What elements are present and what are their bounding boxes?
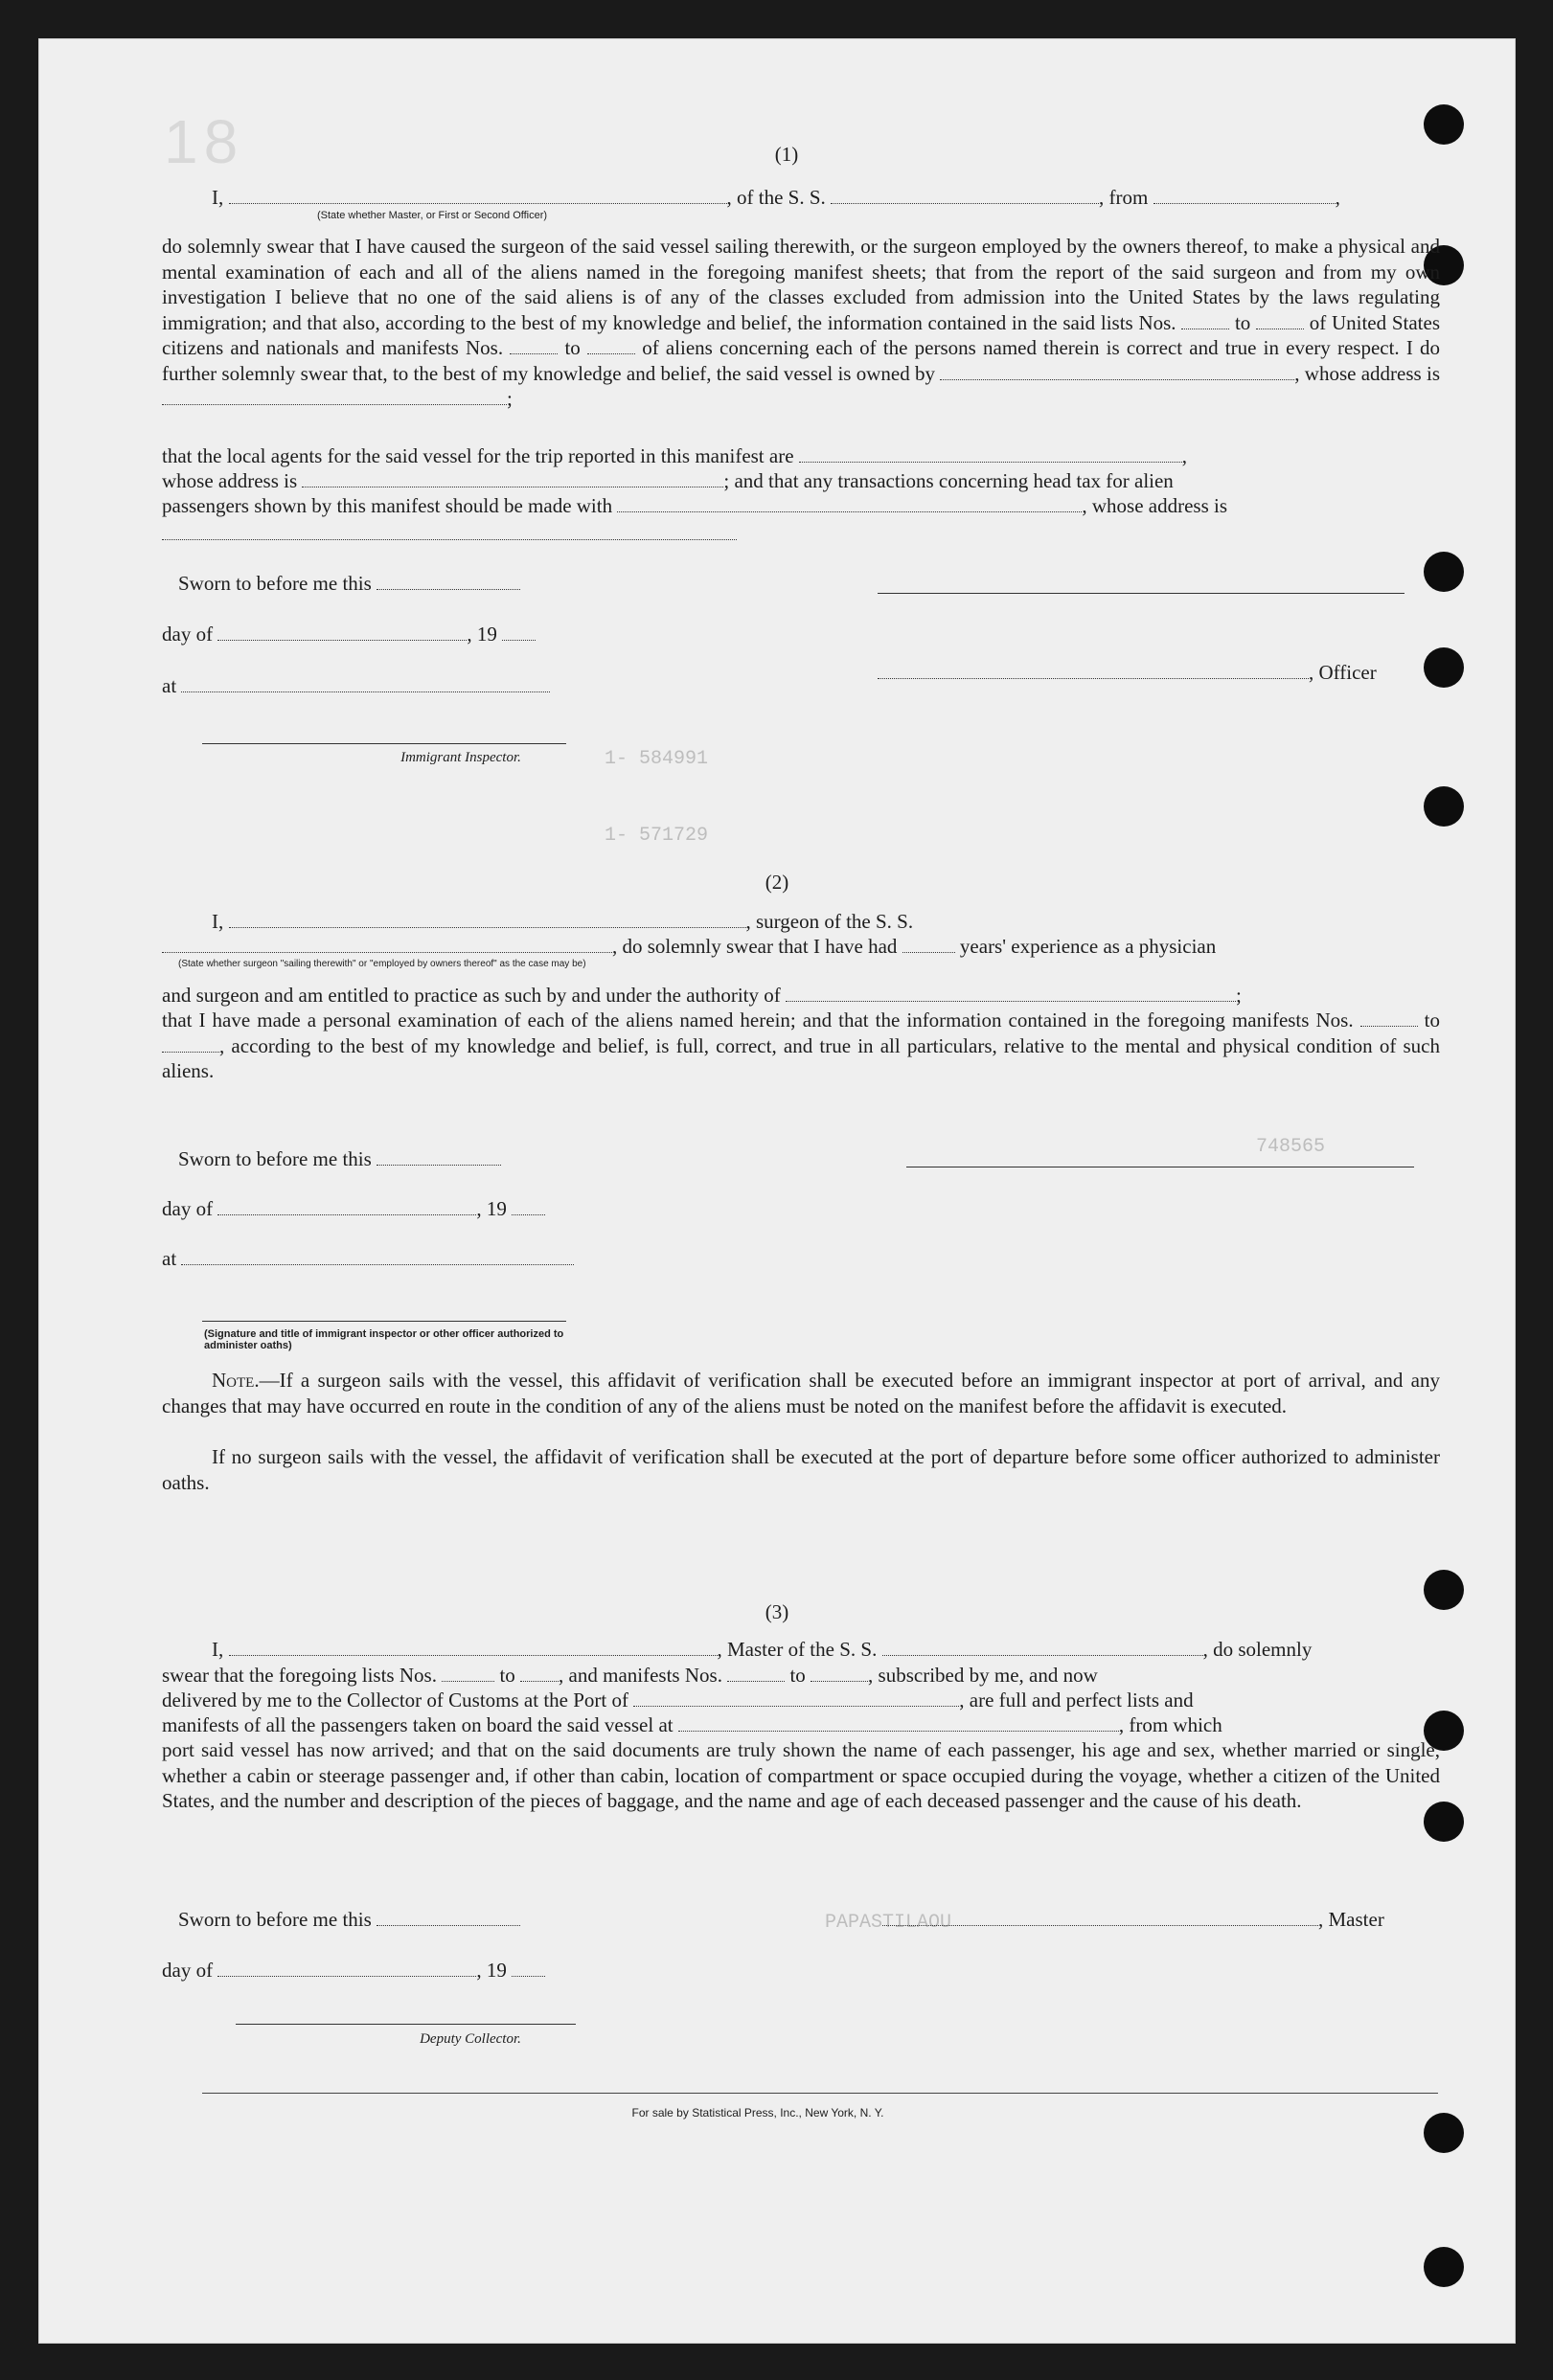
authority-field[interactable] [786, 984, 1236, 1002]
day-of-line-2 [162, 1196, 545, 1221]
section-2-text-b: that I have made a personal examination of each of the aliens named herein; and that the information contained in the foregoing manifests Nos. [162, 1009, 1354, 1031]
label-i: I, [212, 910, 224, 933]
passengers-text: passengers shown by this manifest should be made with [162, 494, 613, 517]
label-to: to [564, 336, 581, 359]
bleed-through-mark: 748565 [1256, 1136, 1326, 1158]
master-manifests-from-field[interactable] [727, 1664, 785, 1682]
note-text-1: —If a surgeon sails with the vessel, this affidavit of verification shall be executed before an immigrant inspector at port of arrival, and any changes that may have occurred en route in the condition of any of the aliens must be noted on the manifest before the affidavit is executed. [162, 1369, 1440, 1417]
bleed-through-mark: PAPASTILAOU [825, 1912, 952, 1934]
lists-to-field[interactable] [1256, 311, 1304, 329]
sworn-text: Sworn to before me this [178, 1908, 372, 1931]
section-3-line-4 [162, 1712, 1222, 1737]
officer-signature-field[interactable] [878, 661, 1309, 679]
section-1-text-a: do solemnly swear that I have caused the surgeon of the said vessel sailing therewith, or the surgeon employed by the owners thereof, to make a physical and mental examination of each and all of the aliens named in the foregoing manifest sheets; that from the report of the said surgeon and from my own investigation I believe that no one of the said aliens is of any of the classes excluded from admission into the United States by the laws regulating immigration; and that also, according to the best of my knowledge and belief, the information contained in the said lists Nos. [162, 235, 1440, 334]
agents-address-field[interactable] [302, 469, 723, 487]
binder-hole-6 [1424, 1570, 1464, 1610]
lists-text: swear that the foregoing lists Nos. [162, 1664, 437, 1687]
from-port-field[interactable] [1153, 186, 1336, 204]
month-field-3[interactable] [217, 1959, 476, 1977]
sworn-text: Sworn to before me this [178, 1147, 372, 1170]
from-which-text: , from which [1118, 1713, 1222, 1736]
label-to: to [789, 1664, 806, 1687]
manifests-from-field[interactable] [510, 336, 558, 354]
label-whose-address: , whose address is [1294, 361, 1440, 385]
bleed-through-mark: 1- 571729 [605, 825, 709, 847]
year-field[interactable] [502, 623, 536, 641]
label-comma: , [1335, 186, 1340, 209]
label-to: to [1234, 310, 1251, 334]
officer-label: , Officer [1309, 661, 1377, 684]
years-text: years' experience as a physician [959, 935, 1217, 958]
day-of-text: day of [162, 623, 214, 646]
sworn-day-field-3[interactable] [377, 1908, 520, 1926]
label-comma: , [1181, 444, 1188, 467]
year-text: , 19 [467, 623, 497, 646]
master-lists-from-field[interactable] [442, 1664, 494, 1682]
section-1-text-c: of aliens concerning each of the persons named therein is correct and true in every respect. I do further solemnly swear that, to the best of my knowledge and belief, the said vessel is owned by [162, 336, 1441, 385]
authority-line [162, 983, 1242, 1008]
perfect-lists-text: , are full and perfect lists and [959, 1689, 1194, 1711]
binder-hole-1 [1424, 104, 1464, 145]
binder-hole-4 [1424, 647, 1464, 688]
oath-officer-signature-line[interactable] [202, 1321, 566, 1322]
inspector-signature-line[interactable] [202, 743, 566, 744]
section-3-line-3 [162, 1688, 1194, 1712]
subscribed-text: , subscribed by me, and now [868, 1664, 1098, 1687]
day-of-line-1 [162, 622, 536, 646]
lists-from-field[interactable] [1181, 311, 1229, 329]
manifests-to-field[interactable] [587, 336, 635, 354]
passengers-line [162, 493, 1227, 518]
section-1-body [162, 234, 1440, 412]
label-i: I, [212, 1638, 224, 1661]
years-experience-field[interactable] [902, 935, 955, 953]
signature-line-1[interactable] [878, 593, 1405, 594]
label-of-ss: , of the S. S. [726, 186, 826, 209]
footer-rule [202, 2093, 1438, 2094]
place-field-2[interactable] [181, 1247, 574, 1265]
sworn-text: Sworn to before me this [178, 572, 372, 595]
boarding-port-field[interactable] [678, 1713, 1119, 1732]
binder-hole-3 [1424, 552, 1464, 592]
label-i: I, [212, 186, 224, 209]
swear-text: , do solemnly swear that I have had [612, 935, 898, 958]
label-to: to [1424, 1009, 1441, 1031]
day-of-line-3 [162, 1958, 545, 1983]
officer-title-field[interactable] [229, 186, 727, 204]
section-2-text-c: , according to the best of my knowledge and belief, is full, correct, and true in all particulars, relative to the mental and physical condition of such aliens. [162, 1033, 1440, 1082]
label-to: to [499, 1664, 515, 1687]
section-1-number: (1) [774, 143, 799, 166]
port-field[interactable] [633, 1689, 959, 1707]
note-paragraph-1 [162, 1368, 1440, 1418]
agents-text: that the local agents for the said vessel for the trip reported in this manifest are [162, 444, 794, 467]
day-of-text: day of [162, 1959, 214, 1982]
sworn-day-field[interactable] [377, 572, 520, 590]
label-surgeon-of-ss: , surgeon of the S. S. [745, 910, 914, 933]
note-label: Note. [212, 1369, 260, 1392]
master-signature-field[interactable] [882, 1908, 1318, 1926]
place-field[interactable] [181, 674, 550, 692]
collector-signature-line[interactable] [236, 2024, 576, 2025]
sworn-line-1 [178, 571, 520, 596]
printer-imprint: For sale by Statistical Press, Inc., New York, N. Y. [631, 2106, 884, 2119]
section-2-body [162, 1008, 1440, 1084]
at-text: at [162, 674, 177, 697]
section-2-number: (2) [765, 871, 789, 894]
surgeon-name-field[interactable] [229, 910, 746, 928]
agents-line [162, 443, 1440, 468]
address-continuation-field[interactable] [162, 539, 737, 540]
year-field-3[interactable] [512, 1959, 545, 1977]
collector-label: Deputy Collector. [420, 2031, 521, 2047]
month-field-2[interactable] [217, 1197, 476, 1215]
label-from: , from [1099, 186, 1149, 209]
owner-field[interactable] [940, 362, 1294, 380]
year-text: , 19 [476, 1959, 507, 1982]
agents-field[interactable] [799, 444, 1182, 463]
section-2-line-1 [212, 909, 913, 934]
label-whose-address: whose address is [162, 469, 298, 492]
manifests-text: , and manifests Nos. [559, 1664, 722, 1687]
sworn-line-2 [178, 1146, 501, 1171]
binder-hole-10 [1424, 2247, 1464, 2287]
surgeon-caption: (State whether surgeon "sailing therewith" or "employed by owners thereof" as the case may be) [178, 959, 586, 969]
page-number: 18 [164, 107, 244, 176]
at-line-1 [162, 673, 550, 698]
agents-address-line [162, 468, 1174, 493]
vessel-name-field-3[interactable] [882, 1638, 1203, 1656]
at-line-2 [162, 1246, 574, 1271]
label-do-solemnly: , do solemnly [1202, 1638, 1313, 1661]
collector-port-text: delivered by me to the Collector of Customs at the Port of [162, 1689, 628, 1711]
year-field-2[interactable] [512, 1197, 545, 1215]
authority-text: and surgeon and am entitled to practice as such by and under the authority of [162, 984, 781, 1007]
binder-hole-9 [1424, 2113, 1464, 2153]
section-3-line-2 [162, 1663, 1098, 1688]
surgeon-manifests-from-field[interactable] [1360, 1009, 1418, 1027]
section-3-line-1 [212, 1637, 1312, 1662]
oath-officer-caption: (Signature and title of immigrant inspector or other officer authorized to administer oaths) [204, 1328, 564, 1351]
master-name-field[interactable] [229, 1638, 718, 1656]
surgeon-status-field[interactable] [162, 935, 612, 953]
label-whose-address: , whose address is [1082, 494, 1228, 517]
officer-line [878, 660, 1377, 685]
transactions-text: ; and that any transactions concerning head tax for alien [723, 469, 1174, 492]
label-semicolon: ; [1236, 984, 1242, 1007]
inspector-label: Immigrant Inspector. [400, 750, 521, 765]
document-page [38, 38, 1516, 2344]
year-text: , 19 [476, 1197, 507, 1220]
bleed-through-mark: 1- 584991 [605, 748, 709, 770]
section-2-line-2 [162, 934, 1216, 959]
section-3-body: port said vessel has now arrived; and that on the said documents are truly shown the name of each passenger, his age and sex, whether married or single, whether a cabin or steerage passenger and, if other than cabin, location of compartment or space occupied during the voyage, whether a citizen of the United States, and the number and description of the pieces of baggage, and the name and age of each deceased passenger and the cause of his death. [162, 1738, 1440, 1812]
sworn-day-field-2[interactable] [377, 1147, 501, 1166]
section-1-text-b: of United States citizens and nationals and manifests Nos. [162, 310, 1440, 359]
master-line [882, 1907, 1384, 1932]
month-field[interactable] [217, 623, 467, 641]
officer-caption: (State whether Master, or First or Second Officer) [317, 210, 548, 221]
at-text: at [162, 1247, 177, 1270]
master-lists-to-field[interactable] [520, 1664, 559, 1682]
vessel-name-field[interactable] [831, 186, 1099, 204]
boarded-at-text: manifests of all the passengers taken on board the said vessel at [162, 1713, 674, 1736]
label-master-of-ss: , Master of the S. S. [717, 1638, 878, 1661]
binder-hole-5 [1424, 786, 1464, 827]
section-1-line-1 [212, 185, 1340, 210]
label-semicolon: ; [507, 387, 513, 410]
master-label: , Master [1318, 1908, 1384, 1931]
master-manifests-to-field[interactable] [811, 1664, 868, 1682]
section-3-number: (3) [765, 1600, 789, 1623]
owner-address-field[interactable] [162, 387, 507, 405]
head-tax-agent-field[interactable] [617, 494, 1082, 512]
day-of-text: day of [162, 1197, 214, 1220]
surgeon-manifests-to-field[interactable] [162, 1034, 219, 1053]
sworn-line-3 [178, 1907, 520, 1932]
note-paragraph-2: If no surgeon sails with the vessel, the affidavit of verification shall be executed at the port of departure before some officer authorized to administer oaths. [162, 1445, 1440, 1494]
